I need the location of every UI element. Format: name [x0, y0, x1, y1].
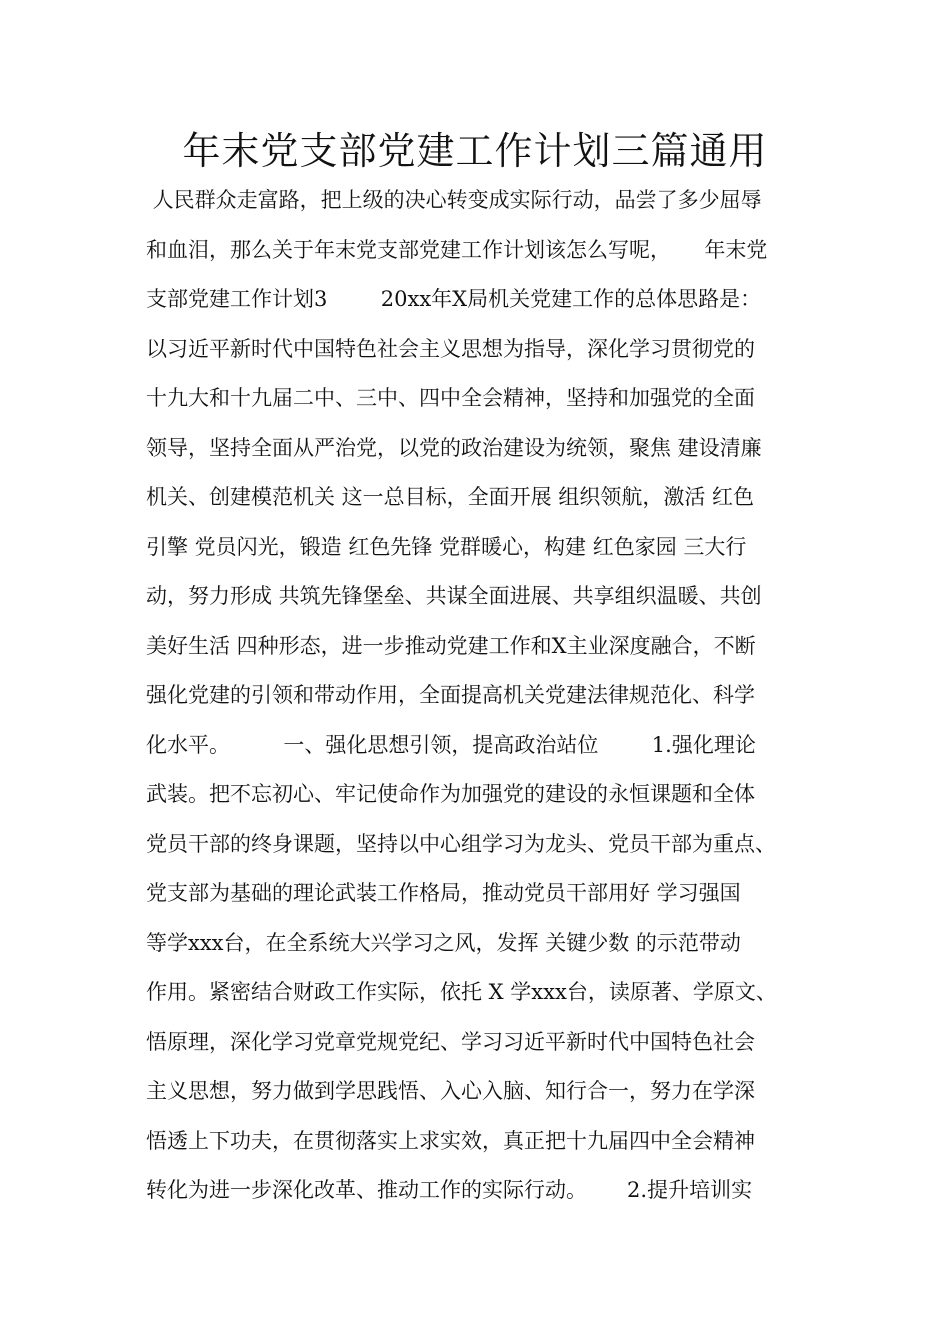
body-line: 领导，坚持全面从严治党，以党的政治建设为统领，聚焦 建设清廉	[146, 435, 762, 460]
body-line: 党支部为基础的理论武装工作格局，推动党员干部用好 学习强国	[146, 881, 741, 905]
body-line: 作用。紧密结合财政工作实际，依托 X 学xxx台，读原著、学原文、	[146, 980, 777, 1004]
body-line: 化水平。 一、强化思想引领，提高政治站位 1.强化理论	[146, 732, 756, 757]
document-title: 年末党支部党建工作计划三篇通用	[182, 129, 768, 173]
body-line: 党员干部的终身课题，坚持以中心组学习为龙头、党员干部为重点、	[146, 831, 776, 856]
body-line: 主义思想，努力做到学思践悟、入心入脑、知行合一，努力在学深	[146, 1079, 755, 1103]
body-line: 以习近平新时代中国特色社会主义思想为指导，深化学习贯彻党的	[146, 336, 755, 361]
body-line: 悟原理，深化学习党章党规党纪、学习习近平新时代中国特色社会	[146, 1029, 755, 1054]
body-line: 十九大和十九届二中、三中、四中全会精神，坚持和加强党的全面	[146, 386, 755, 410]
body-line: 支部党建工作计划3 20xx年X局机关党建工作的总体思路是：	[146, 287, 762, 311]
body-line: 人民群众走富路，把上级的决心转变成实际行动，品尝了多少屈辱	[146, 188, 762, 212]
body-line: 等学xxx台，在全系统大兴学习之风，发挥 关键少数 的示范带动	[146, 930, 741, 955]
body-line: 转化为进一步深化改革、推动工作的实际行动。 2.提升培训实	[146, 1178, 753, 1202]
document-body	[146, 176, 816, 1216]
body-line: 和血泪，那么关于年末党支部党建工作计划该怎么写呢， 年末党	[146, 237, 768, 262]
body-line: 动，努力形成 共筑先锋堡垒、共谋全面进展、共享组织温暖、共创	[146, 584, 762, 608]
body-line: 强化党建的引领和带动作用，全面提高机关党建法律规范化、科学	[146, 683, 755, 707]
body-line: 引擎 党员闪光，锻造 红色先锋 党群暖心，构建 红色家园 三大行	[146, 534, 747, 559]
body-line: 悟透上下功夫，在贯彻落实上求实效，真正把十九届四中全会精神	[146, 1128, 755, 1153]
body-line: 机关、创建模范机关 这一总目标，全面开展 组织领航，激活 红色	[146, 485, 755, 509]
body-line: 武装。把不忘初心、牢记使命作为加强党的建设的永恒课题和全体	[146, 782, 755, 806]
body-line: 美好生活 四种形态，进一步推动党建工作和X主业深度融合，不断	[146, 633, 756, 658]
